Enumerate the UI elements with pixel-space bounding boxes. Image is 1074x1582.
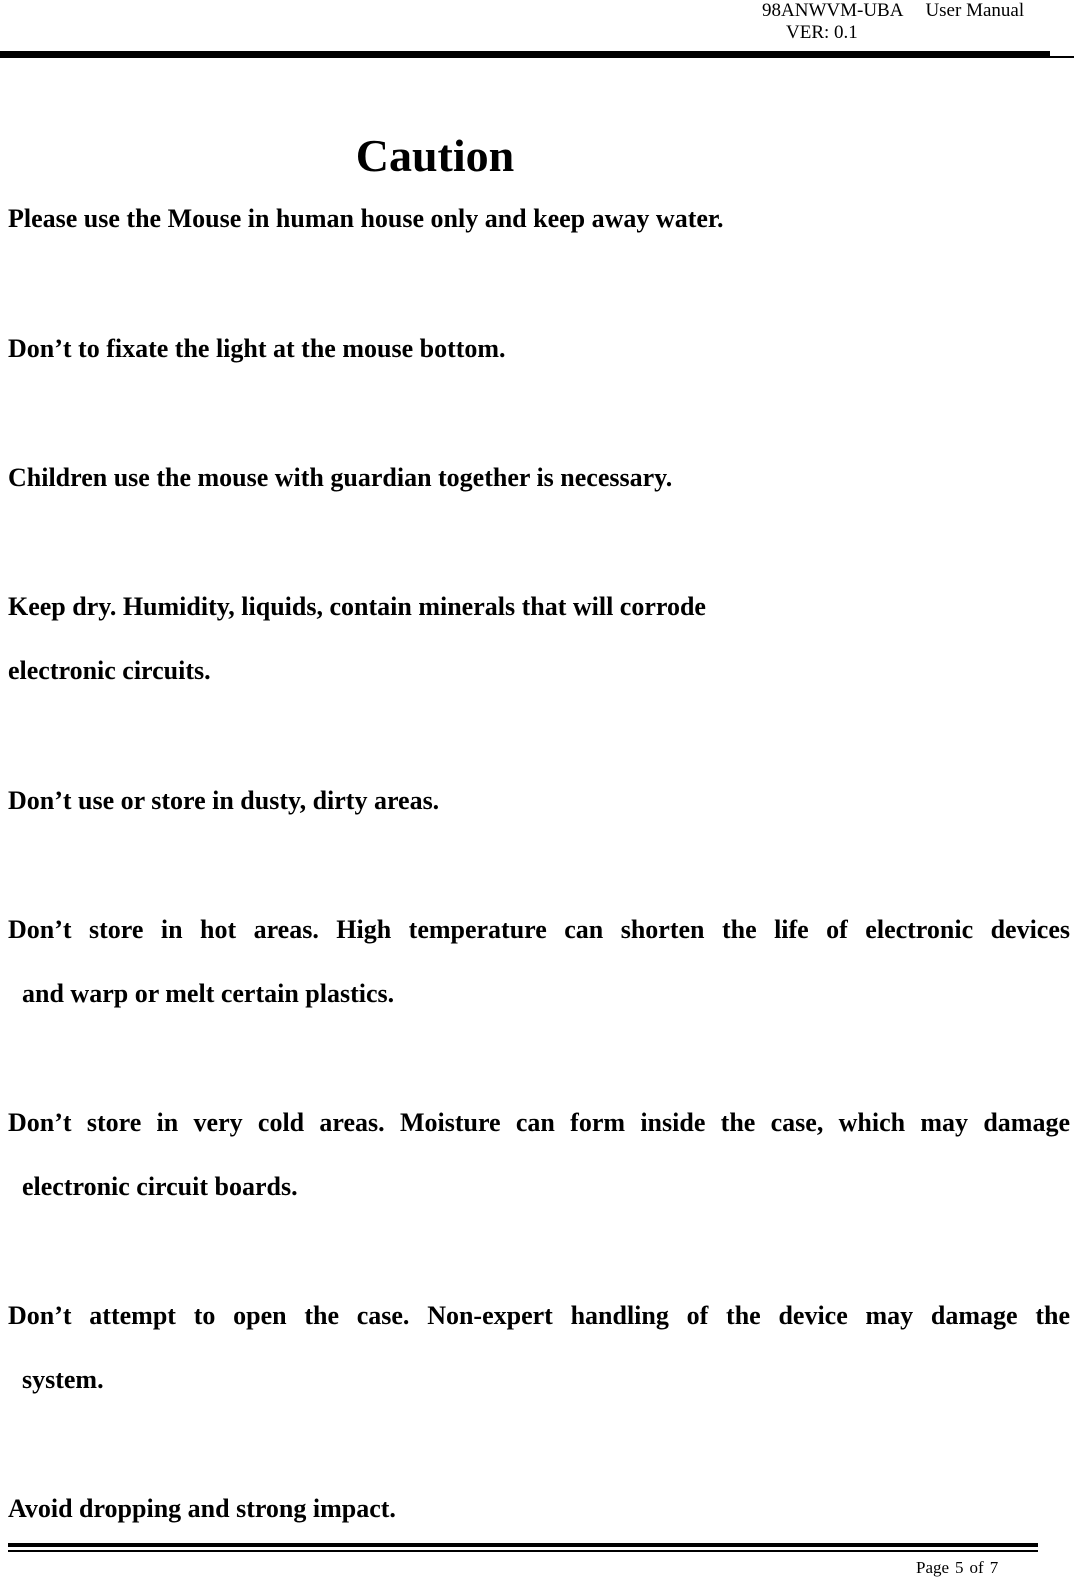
footer-divider xyxy=(8,1543,1038,1547)
page-current: 5 xyxy=(955,1558,964,1577)
header-doc-type: User Manual xyxy=(925,0,1025,21)
page-number xyxy=(916,1558,1004,1578)
footer-divider-thin xyxy=(8,1550,1038,1552)
caution-item: Children use the mouse with guardian together is necessary. xyxy=(8,463,673,492)
caution-item-continued: electronic circuits. xyxy=(8,656,211,685)
header-version: VER: 0.1 xyxy=(786,22,858,43)
caution-item: Don’t to fixate the light at the mouse bottom. xyxy=(8,334,506,363)
page-title: Caution xyxy=(355,130,515,181)
caution-item: Don’t store in very cold areas. Moisture can form inside the case, which may damage xyxy=(8,1108,1070,1137)
caution-item-continued: and warp or melt certain plastics. xyxy=(22,979,395,1008)
caution-item: Don’t use or store in dusty, dirty areas. xyxy=(8,786,440,815)
header-divider xyxy=(0,51,1050,58)
header-model: 98ANWVM-UBA xyxy=(762,0,904,21)
caution-item: Don’t attempt to open the case. Non-expert handling of the device may damage the xyxy=(8,1301,1070,1330)
caution-item: Please use the Mouse in human house only and keep away water. xyxy=(8,204,724,233)
header-title-line xyxy=(762,0,1024,22)
header-divider-tail xyxy=(1046,56,1074,58)
caution-item-continued: electronic circuit boards. xyxy=(22,1172,298,1201)
caution-item: Avoid dropping and strong impact. xyxy=(8,1494,396,1523)
page-of-label: of xyxy=(969,1558,984,1577)
header-divider-left xyxy=(0,56,8,58)
page-total: 7 xyxy=(989,1558,999,1577)
caution-item: Don’t store in hot areas. High temperature can shorten the life of electronic devices xyxy=(8,915,1070,944)
caution-item-continued: system. xyxy=(22,1365,104,1394)
caution-item: Keep dry. Humidity, liquids, contain minerals that will corrode xyxy=(8,592,706,621)
page-label: Page xyxy=(916,1558,950,1577)
